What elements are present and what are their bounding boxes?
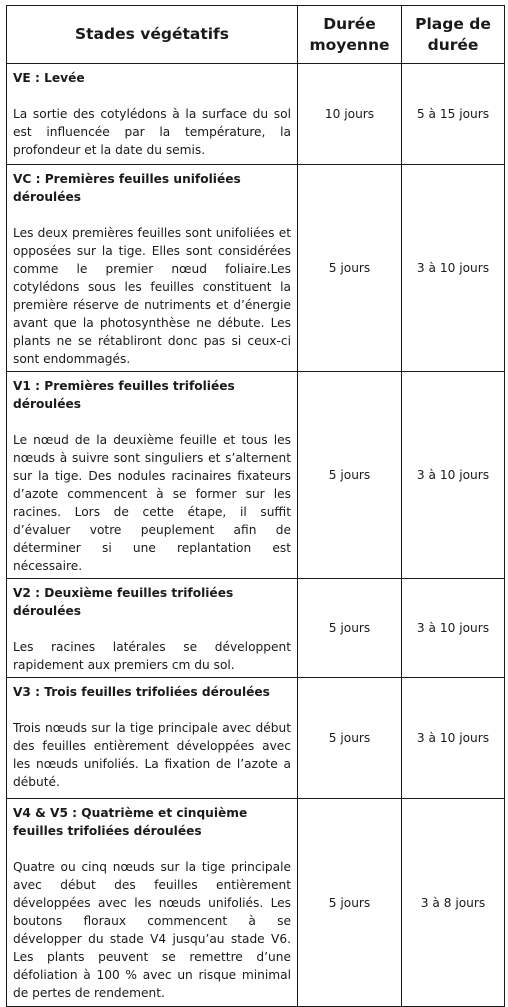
- table-row-ve: [7, 64, 505, 165]
- header-range: Plage de durée: [402, 6, 505, 64]
- table-row-v2: [7, 579, 505, 678]
- stage-cell: [7, 799, 298, 1007]
- table-row-v1: [7, 372, 505, 579]
- stage-title: V2 : Deuxième feuilles trifoliées déroulées: [13, 586, 234, 618]
- stage-cell: [7, 579, 298, 678]
- stage-description: Les deux premières feuilles sont unifoliées et opposées sur la tige. Elles sont considérées comme le premier nœud foliaire.Les cotylédons sous les feuilles constituent la première réserve de nutriments et d’énergie avant que la photosynthèse ne débute. Les plants ne se rétabliront donc pas si ceux-ci sont endommagés.: [13, 226, 291, 366]
- table-row-v4-v5: [7, 799, 505, 1007]
- stage-cell: [7, 64, 298, 165]
- duration-cell: 5 jours: [298, 799, 402, 1007]
- duration-cell: 5 jours: [298, 678, 402, 799]
- table-row-v3: [7, 678, 505, 799]
- range-cell: 3 à 8 jours: [402, 799, 505, 1007]
- range-cell: 3 à 10 jours: [402, 165, 505, 372]
- range-cell: 5 à 15 jours: [402, 64, 505, 165]
- range-cell: 3 à 10 jours: [402, 579, 505, 678]
- stage-description: Les racines latérales se développent rapidement aux premiers cm du sol.: [13, 640, 291, 672]
- duration-cell: 5 jours: [298, 165, 402, 372]
- stage-description: Quatre ou cinq nœuds sur la tige principale avec début des feuilles entièrement développées avec les nœuds unifoliés. Les boutons floraux commencent à se développer du stade V4 jusqu’au stade V6. Les plants peuvent se remettre d’une défoliation à 100 % avec un risque minimal de pertes de rendement.: [13, 860, 291, 1000]
- stage-cell: [7, 372, 298, 579]
- stage-title: VE : Levée: [13, 71, 85, 85]
- header-duration: Durée moyenne: [298, 6, 402, 64]
- stage-title: V3 : Trois feuilles trifoliées déroulées: [13, 685, 270, 699]
- stage-cell: [7, 678, 298, 799]
- stage-title: V4 & V5 : Quatrième et cinquième feuilles trifoliées déroulées: [13, 806, 248, 838]
- duration-cell: 5 jours: [298, 579, 402, 678]
- range-cell: 3 à 10 jours: [402, 372, 505, 579]
- soybean-vegetative-stages-table: [6, 5, 505, 1007]
- stage-title: V1 : Premières feuilles trifoliées déroulées: [13, 379, 235, 411]
- header-stage: Stades végétatifs: [7, 6, 298, 64]
- stage-description: La sortie des cotylédons à la surface du sol est influencée par la température, la profondeur et la date du semis.: [13, 107, 291, 157]
- range-cell: 3 à 10 jours: [402, 678, 505, 799]
- stage-title: VC : Premières feuilles unifoliées déroulées: [13, 172, 241, 204]
- stage-description: Le nœud de la deuxième feuille et tous les nœuds à suivre sont singuliers et s’alternent sur la tige. Des nodules racinaires fixateurs d’azote commencent à se former sur les racines. Lors de cette étape, il suffit d’évaluer votre peuplement afin de déterminer si une replantation est nécessaire.: [13, 433, 291, 573]
- duration-cell: 5 jours: [298, 372, 402, 579]
- table-row-vc: [7, 165, 505, 372]
- duration-cell: 10 jours: [298, 64, 402, 165]
- stage-cell: [7, 165, 298, 372]
- header-row: [7, 6, 505, 64]
- stage-description: Trois nœuds sur la tige principale avec début des feuilles entièrement développées avec les nœuds unifoliés. La fixation de l’azote a débuté.: [13, 721, 291, 789]
